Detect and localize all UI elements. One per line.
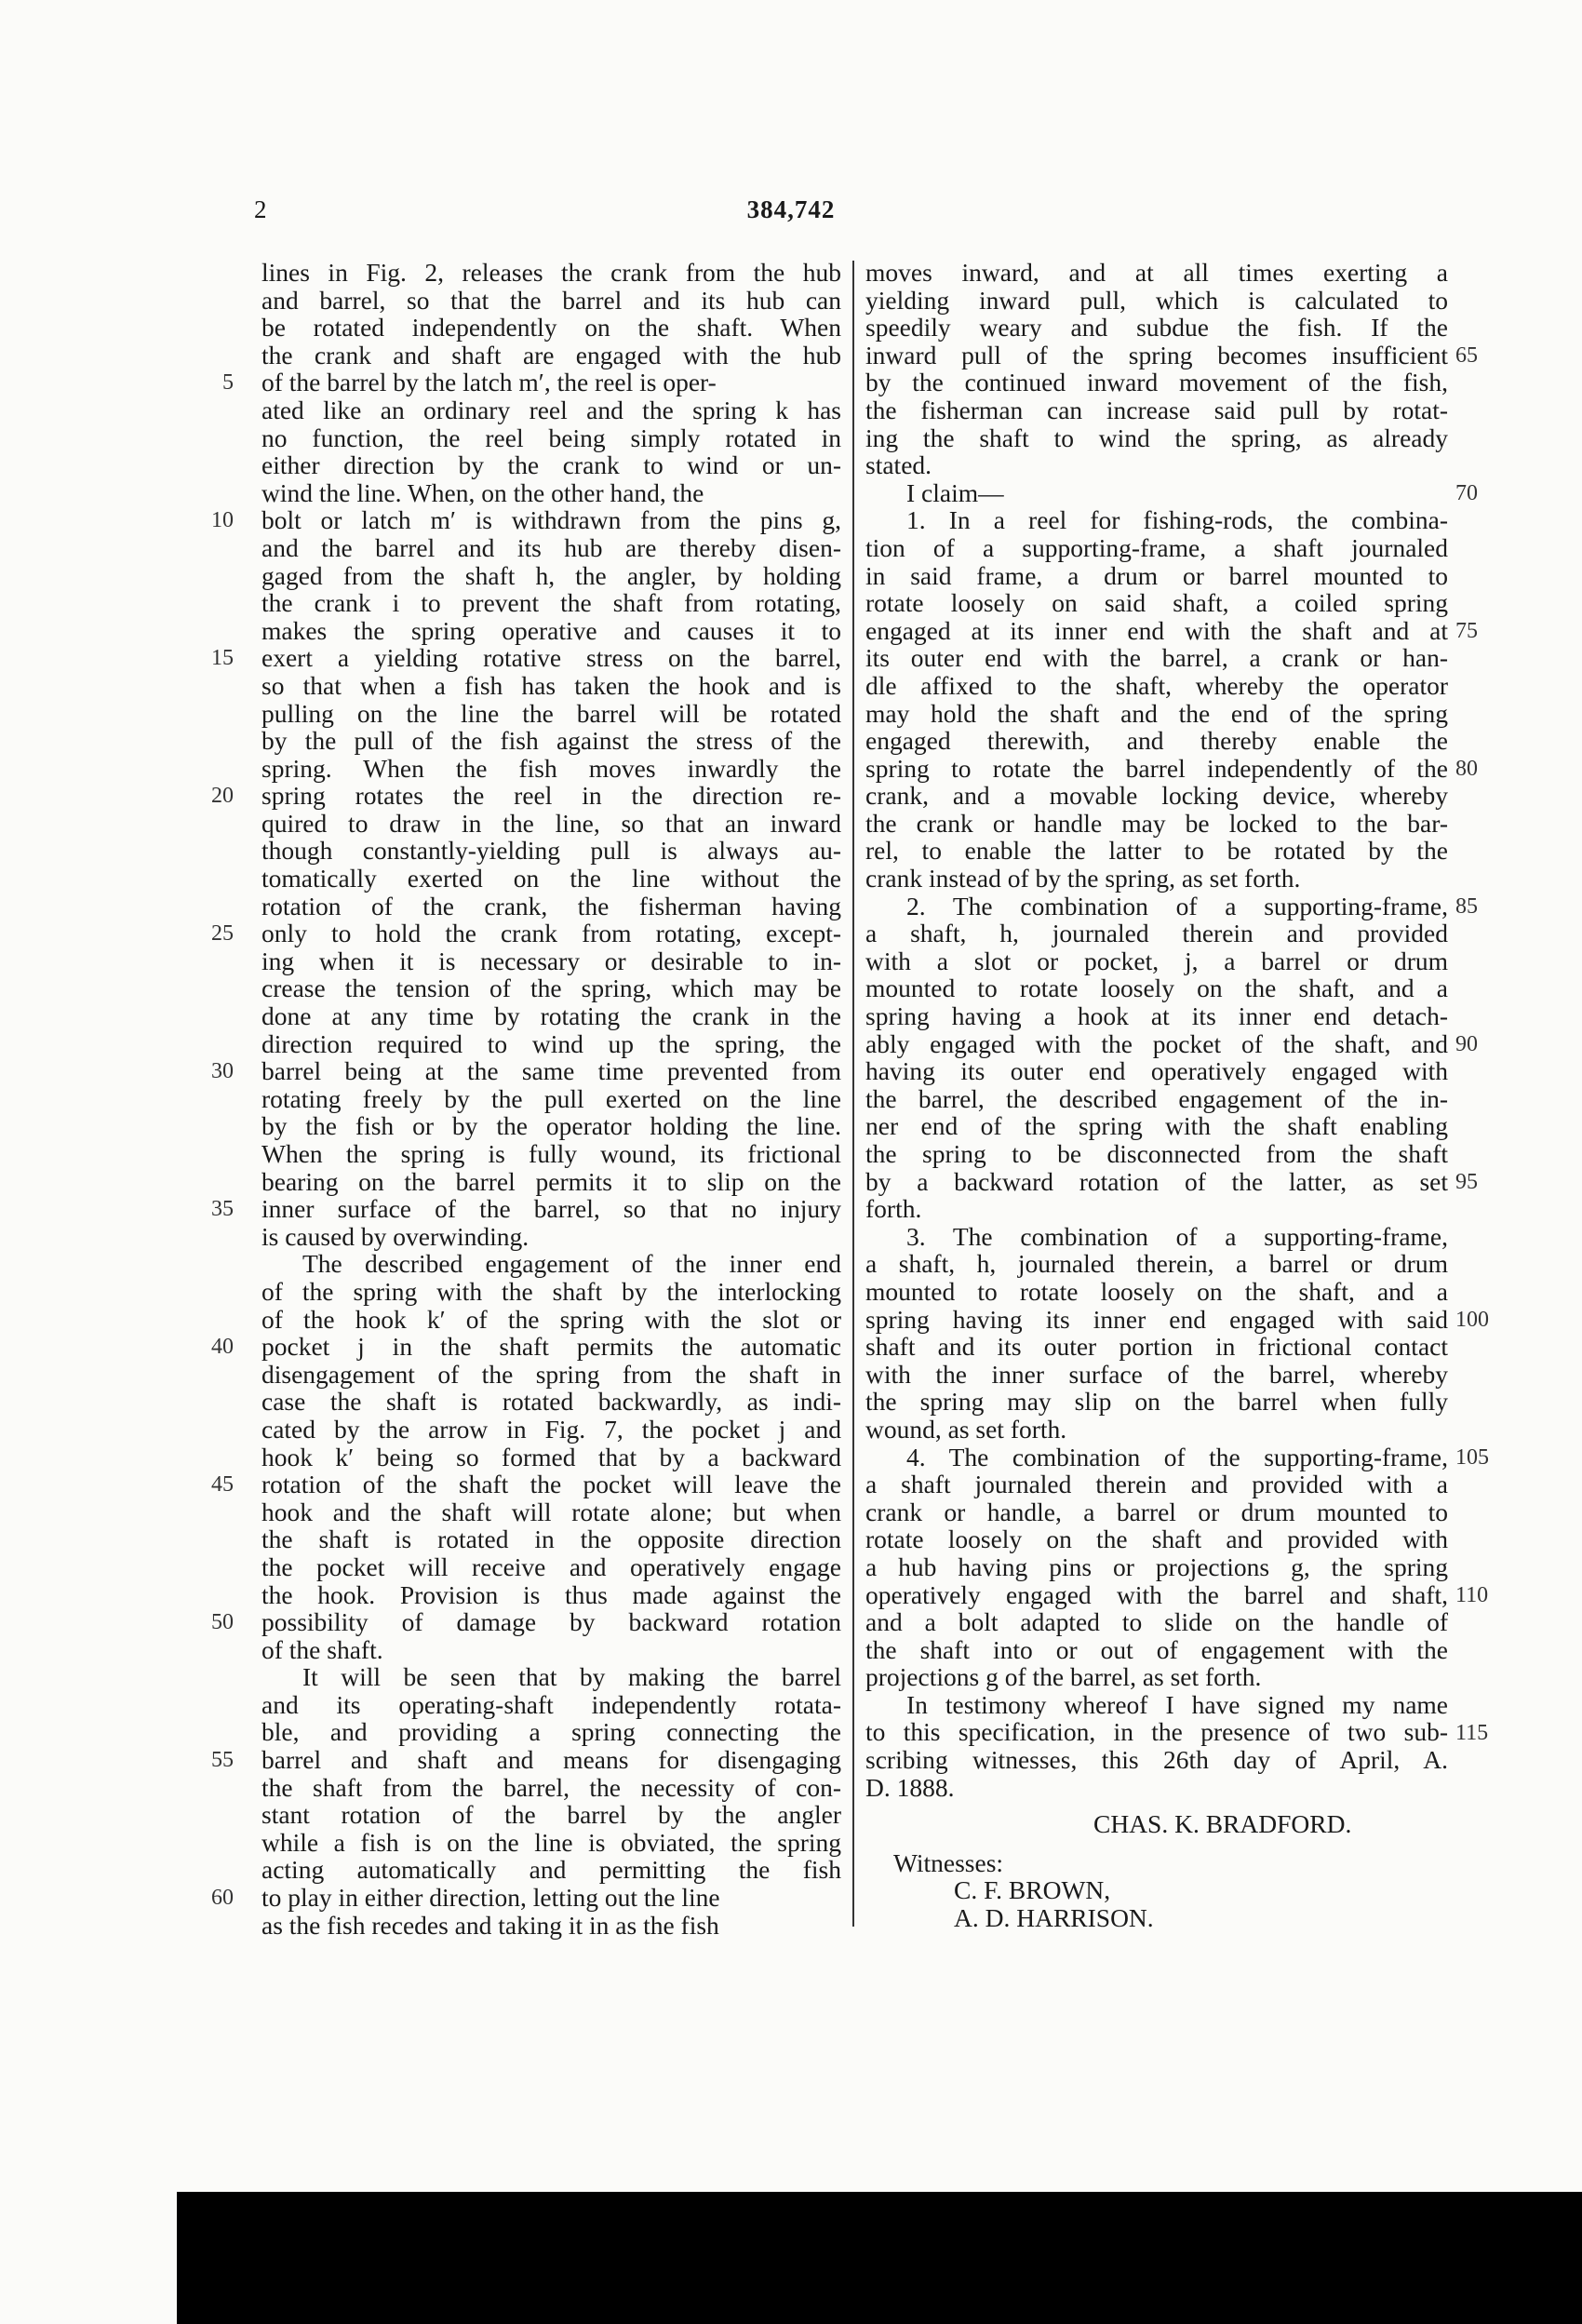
text-line: cated by the arrow in Fig. 7, the pocket j and	[261, 1414, 841, 1444]
line-number: 5	[222, 370, 234, 396]
text-line: exert a yielding rotative stress on the barrel,	[261, 643, 841, 673]
text-line: mounted to rotate loosely on the shaft, and a	[865, 974, 1448, 1003]
text-line: only to hold the crank from rotating, except-	[261, 919, 841, 948]
text-line: 1. In a reel for fishing-rods, the combina-	[906, 505, 1448, 535]
text-line: direction required to wind up the spring, the	[261, 1028, 841, 1058]
text-line: spring. When the fish moves inwardly the	[261, 753, 841, 783]
line-number: 20	[211, 784, 234, 809]
text-line: by the fish or by the operator holding the line.	[261, 1111, 841, 1141]
page-number: 2	[254, 195, 267, 223]
text-line: a shaft, h, journaled therein, a barrel or drum	[865, 1249, 1448, 1279]
text-line: yielding inward pull, which is calculated to	[865, 285, 1448, 315]
text-line: ing the shaft to wind the spring, as already	[865, 423, 1448, 452]
line-number: 90	[1455, 1031, 1478, 1056]
line-number: 70	[1455, 480, 1478, 505]
text-line: tion of a supporting-frame, a shaft journaled	[865, 532, 1448, 562]
text-line: ner end of the spring with the shaft enabling	[865, 1111, 1448, 1141]
text-line: rotate loosely on the shaft and provided with	[865, 1525, 1448, 1554]
text-line: case the shaft is rotated backwardly, as indi-	[261, 1387, 841, 1417]
text-line: inner surface of the barrel, so that no injury	[261, 1194, 841, 1224]
text-line: The described engagement of the inner end	[302, 1249, 841, 1279]
text-line: of the spring with the shaft by the interlocking	[261, 1276, 841, 1306]
text-line: a hub having pins or projections g, the spring	[865, 1552, 1448, 1581]
text-line: projections g of the barrel, as set forth.	[865, 1662, 1262, 1692]
text-line: the crank or handle may be locked to the bar-	[865, 808, 1448, 838]
line-number: 100	[1455, 1307, 1489, 1332]
text-line: rotating freely by the pull exerted on the line	[261, 1083, 841, 1113]
line-number: 110	[1455, 1582, 1489, 1607]
text-line: stated.	[865, 450, 932, 480]
text-line: Witnesses:	[893, 1847, 1004, 1877]
text-line: by a backward rotation of the latter, as set	[865, 1166, 1448, 1196]
text-line: of the shaft.	[261, 1634, 383, 1664]
text-line: the shaft is rotated in the opposite direction	[261, 1525, 841, 1554]
text-line: operatively engaged with the barrel and shaft,	[865, 1579, 1448, 1609]
text-line: pulling on the line the barrel will be rotated	[261, 698, 841, 728]
text-line: In testimony whereof I have signed my name	[906, 1689, 1448, 1719]
text-line: spring having its inner end engaged with said	[865, 1304, 1448, 1334]
text-line: wind the line. When, on the other hand, the	[261, 477, 704, 507]
text-line: by the pull of the fish against the stress of the	[261, 726, 841, 756]
text-line: may hold the shaft and the end of the spring	[865, 698, 1448, 728]
text-line: spring having a hook at its inner end detach-	[865, 1001, 1448, 1031]
line-number: 35	[211, 1197, 234, 1222]
text-line: A. D. HARRISON.	[954, 1903, 1154, 1933]
text-line: tomatically exerted on the line without the	[261, 864, 841, 893]
text-line: ated like an ordinary reel and the spring k has	[261, 395, 841, 424]
page-header	[0, 195, 1582, 233]
line-number: 65	[1455, 343, 1478, 368]
text-line: 4. The combination of the supporting-frame,	[906, 1442, 1448, 1471]
text-line: its outer end with the barrel, a crank or han-	[865, 643, 1448, 673]
line-number: 95	[1455, 1169, 1478, 1194]
text-line: makes the spring operative and causes it to	[261, 615, 841, 645]
text-line: by the continued inward movement of the fish,	[865, 368, 1448, 397]
text-line: done at any time by rotating the crank in the	[261, 1001, 841, 1031]
line-number: 115	[1455, 1720, 1489, 1745]
text-line: with a slot or pocket, j, a barrel or drum	[865, 946, 1448, 975]
text-line: and a bolt adapted to slide on the handle of	[865, 1607, 1448, 1637]
line-number: 105	[1455, 1444, 1489, 1470]
text-line: 2. The combination of a supporting-frame,	[906, 891, 1448, 920]
text-line: engaged at its inner end with the shaft and at	[865, 615, 1448, 645]
text-line: of the barrel by the latch m′, the reel is oper-	[261, 368, 717, 397]
text-line: hook k′ being so formed that by a backward	[261, 1442, 841, 1471]
text-line: scribing witnesses, this 26th day of April, A.	[865, 1745, 1448, 1775]
text-line: crank instead of by the spring, as set forth.	[865, 864, 1301, 893]
text-line: the shaft into or out of engagement with the	[865, 1634, 1448, 1664]
line-number: 10	[211, 508, 234, 533]
text-line: in said frame, a drum or barrel mounted to	[865, 560, 1448, 590]
line-number: 25	[211, 921, 234, 947]
text-line: C. F. BROWN,	[954, 1875, 1111, 1905]
line-number: 75	[1455, 618, 1478, 643]
text-line: speedily weary and subdue the fish. If the	[865, 313, 1448, 343]
text-line: crank or handle, a barrel or drum mounted to	[865, 1497, 1448, 1526]
text-line: while a fish is on the line is obviated, the spring	[261, 1827, 841, 1857]
right-text-column	[865, 259, 1448, 1932]
text-line: no function, the reel being simply rotated in	[261, 423, 841, 452]
text-line: quired to draw in the line, so that an inward	[261, 808, 841, 838]
text-line: crease the tension of the spring, which may be	[261, 974, 841, 1003]
text-line: inward pull of the spring becomes insufficient	[865, 340, 1448, 369]
left-text-column	[261, 259, 841, 1939]
text-line: moves inward, and at all times exerting a	[865, 258, 1448, 287]
line-number: 85	[1455, 893, 1478, 919]
text-line: lines in Fig. 2, releases the crank from the hub	[261, 258, 841, 287]
text-line: ble, and providing a spring connecting the	[261, 1717, 841, 1747]
text-line: the pocket will receive and operatively engage	[261, 1552, 841, 1581]
text-line: CHAS. K. BRADFORD.	[1093, 1809, 1352, 1839]
text-line: stant rotation of the barrel by the angler	[261, 1800, 841, 1830]
scan-border-bar	[177, 2192, 1582, 2324]
patent-number: 384,742	[746, 195, 836, 223]
text-line: and its operating-shaft independently rotata-	[261, 1689, 841, 1719]
text-line: disengagement of the spring from the shaft in	[261, 1359, 841, 1389]
text-line: barrel being at the same time prevented from	[261, 1056, 841, 1086]
text-line: dle affixed to the shaft, whereby the operator	[865, 670, 1448, 700]
text-line: barrel and shaft and means for disengaging	[261, 1745, 841, 1775]
text-line: the fisherman can increase said pull by rotat-	[865, 395, 1448, 424]
line-number: 55	[211, 1748, 234, 1773]
text-line: the shaft from the barrel, the necessity of con-	[261, 1772, 841, 1802]
line-number: 50	[211, 1610, 234, 1635]
text-line: engaged therewith, and thereby enable the	[865, 726, 1448, 756]
text-line: to this specification, in the presence of two sub-	[865, 1717, 1448, 1747]
line-number: 80	[1455, 756, 1478, 781]
text-line: the barrel, the described engagement of the in-	[865, 1083, 1448, 1113]
text-line: rotation of the shaft the pocket will leave the	[261, 1470, 841, 1499]
text-line: the crank i to prevent the shaft from rotating,	[261, 588, 841, 618]
text-line: pocket j in the shaft permits the automatic	[261, 1332, 841, 1362]
text-line: the crank and shaft are engaged with the hub	[261, 340, 841, 369]
text-line: forth.	[865, 1194, 922, 1224]
text-line: D. 1888.	[865, 1772, 955, 1802]
text-line: possibility of damage by backward rotation	[261, 1607, 841, 1637]
text-line: rotation of the crank, the fisherman having	[261, 891, 841, 920]
line-number: 30	[211, 1059, 234, 1084]
text-line: a shaft journaled therein and provided with a	[865, 1470, 1448, 1499]
text-line: so that when a fish has taken the hook and is	[261, 670, 841, 700]
text-line: When the spring is fully wound, its frictional	[261, 1139, 841, 1168]
text-line: be rotated independently on the shaft. When	[261, 313, 841, 343]
text-line: of the hook k′ of the spring with the slot or	[261, 1304, 841, 1334]
column-divider	[852, 261, 854, 1927]
text-line: hook and the shaft will rotate alone; but when	[261, 1497, 841, 1526]
line-number: 40	[211, 1335, 234, 1360]
text-line: a shaft, h, journaled therein and provided	[865, 919, 1448, 948]
text-line: acting automatically and permitting the fish	[261, 1855, 841, 1885]
text-line: the spring may slip on the barrel when fully	[865, 1387, 1448, 1417]
text-line: with the inner surface of the barrel, whereby	[865, 1359, 1448, 1389]
text-line: spring rotates the reel in the direction re-	[261, 781, 841, 811]
text-line: and barrel, so that the barrel and its hub can	[261, 285, 841, 315]
line-number: 15	[211, 646, 234, 671]
text-line: It will be seen that by making the barrel	[302, 1662, 841, 1692]
text-line: the hook. Provision is thus made against the	[261, 1579, 841, 1609]
text-line: spring to rotate the barrel independently of the	[865, 753, 1448, 783]
text-line: the spring to be disconnected from the shaft	[865, 1139, 1448, 1168]
text-line: crank, and a movable locking device, whereby	[865, 781, 1448, 811]
text-line: either direction by the crank to wind or un-	[261, 450, 841, 480]
text-line: is caused by overwinding.	[261, 1221, 530, 1251]
line-number: 45	[211, 1472, 234, 1498]
text-line: shaft and its outer portion in frictional contact	[865, 1332, 1448, 1362]
text-line: wound, as set forth.	[865, 1414, 1067, 1444]
text-line: gaged from the shaft h, the angler, by holding	[261, 560, 841, 590]
text-line: having its outer end operatively engaged with	[865, 1056, 1448, 1086]
text-line: mounted to rotate loosely on the shaft, and a	[865, 1276, 1448, 1306]
text-line: 3. The combination of a supporting-frame,	[906, 1221, 1448, 1251]
text-line: and the barrel and its hub are thereby disen-	[261, 532, 841, 562]
text-line: bolt or latch m′ is withdrawn from the pins g,	[261, 505, 841, 535]
text-line: I claim—	[906, 477, 1004, 507]
text-line: to play in either direction, letting out the line	[261, 1883, 720, 1913]
line-number: 60	[211, 1886, 234, 1911]
text-line: as the fish recedes and taking it in as the fish	[261, 1910, 719, 1940]
text-line: bearing on the barrel permits it to slip on the	[261, 1166, 841, 1196]
text-line: ably engaged with the pocket of the shaft, and	[865, 1028, 1448, 1058]
text-line: though constantly-yielding pull is always au-	[261, 836, 841, 866]
text-line: rotate loosely on said shaft, a coiled spring	[865, 588, 1448, 618]
text-line: rel, to enable the latter to be rotated by the	[865, 836, 1448, 866]
text-line: ing when it is necessary or desirable to in-	[261, 946, 841, 975]
